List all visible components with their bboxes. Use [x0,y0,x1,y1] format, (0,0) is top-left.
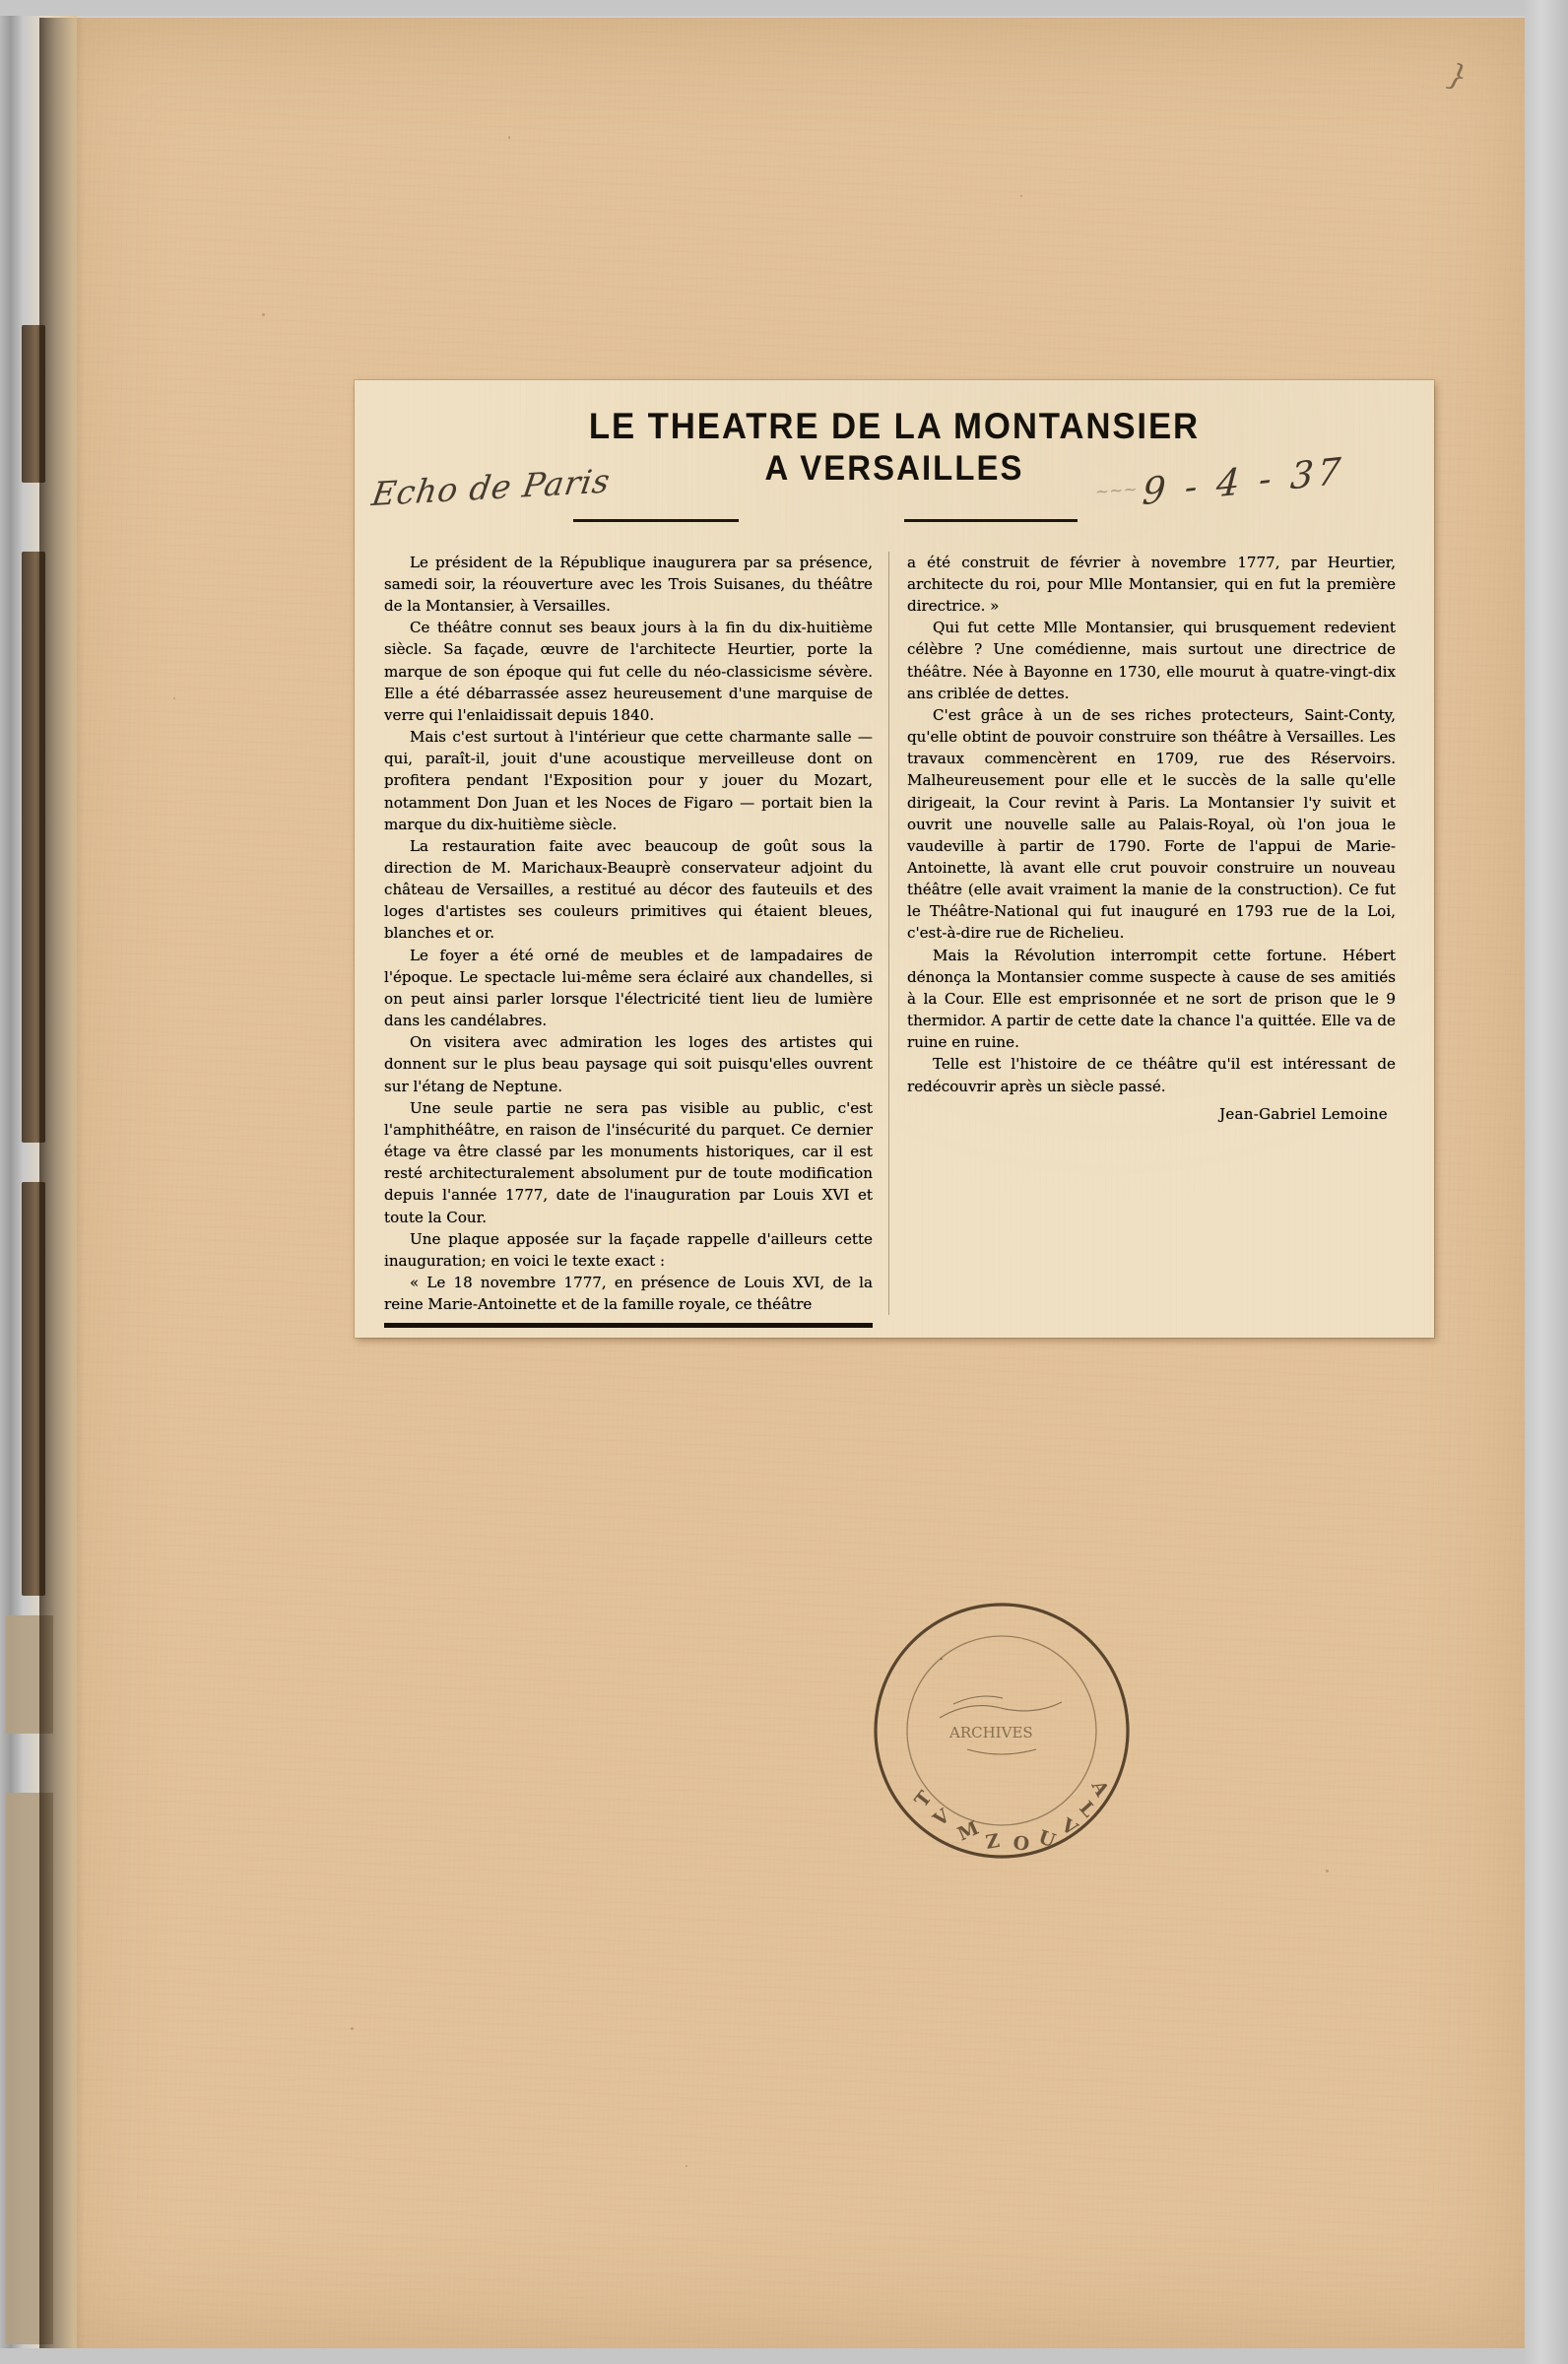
paper-speck [508,136,510,139]
paper-speck [1020,195,1022,197]
scan-edge-right [1525,0,1568,2364]
handwritten-source-annotation: Echo de Paris [368,461,614,514]
handwritten-date-annotation: 9 - 4 - 37 [1141,449,1346,514]
article-column-left [384,552,889,1315]
paragraph: « Le 18 novembre 1777, en présence de Louis XVI, de la reine Marie-Antoinette et de la famille royale, ce théâtre [384,1273,873,1314]
svg-text:T: T [910,1787,937,1812]
paper-speck [262,313,265,316]
paper-speck [1326,1870,1329,1872]
article-columns [355,542,1434,1315]
svg-text:V: V [1057,1813,1081,1841]
paragraph: Le président de la République inaugurera par sa présence, samedi soir, la réouverture avec les Trois Suisanes, du théâtre de la Montansier, à Versailles. [384,553,873,616]
paragraph: Une seule partie ne sera pas visible au public, c'est l'amphithéâtre, en raison de l'insécurité du parquet. Ce dernier étage va être classé par les monuments historiques, car il est resté architecturalement absolument pur de toute modification depuis l'année 1777, date de l'inauguration par Louis XVI et toute la Cour. [384,1098,873,1226]
paragraph: Telle est l'histoire de ce théâtre qu'il est intéressant de redécouvrir après un siècle passé. [907,1055,1396,1095]
svg-text:M: M [954,1816,983,1846]
paragraph: Qui fut cette Mlle Montansier, qui brusquement redevient célèbre ? Une comédienne, mais surtout une directrice de théâtre. Née à Bayonne en 1730, elle mourut à quatre-vingt-dix ans criblée de dettes. [907,619,1396,702]
leaf-pencil-mark: } [1444,57,1471,96]
headline-zone [355,380,1434,542]
svg-text:U: U [1035,1826,1059,1853]
headline-rule-left [573,519,739,522]
paragraph: Mais c'est surtout à l'intérieur que cette charmante salle — qui, paraît-il, jouit d'une acoustique merveilleuse dont on profitera pendant l'Exposition pour y jouer du Mozart, notamment Don Juan et les Noces de Figaro — portait bien la marque du dix-huitième siècle. [384,728,873,833]
article-column-right [889,552,1396,1315]
paragraph: Mais la Révolution interrompit cette fortune. Hébert dénonça la Montansier comme suspecte à cause de ses amitiés à la Cour. Elle est emprisonnée et ne sort de prison que le 9 thermidor. A partir de cette date la chance l'a quittée. Elle va de ruine en ruine. [907,946,1396,1052]
scan-edge-top [0,0,1568,16]
handwritten-pencil-trace: ~~~ [1094,480,1139,502]
paper-speck [351,2027,354,2030]
paper-speck [173,697,175,699]
paragraph: a été construit de février à novembre 1777, par Heurtier, architecte du roi, pour Mlle Montansier, qui en fut la première directrice. » [907,553,1396,616]
scan-edge-bottom [0,2348,1568,2364]
svg-text:ARCHIVES: ARCHIVES [949,1724,1033,1741]
headline-line-1: LE THEATRE DE LA MONTANSIER [588,406,1201,446]
svg-text:A: A [1086,1777,1113,1801]
paragraph: On visitera avec admiration les loges des artistes qui donnent sur le plus beau paysage qui soit puisqu'elles ouvrent sur l'étang de Neptune. [384,1033,873,1095]
svg-text:V: V [929,1805,954,1831]
headline-line-2: A VERSAILLES [764,449,1024,489]
article-byline: Jean-Gabriel Lemoine [1219,1104,1388,1123]
svg-text:O: O [1012,1832,1031,1856]
gutter-shadow [39,18,85,2348]
paragraph: La restauration faite avec beaucoup de goût sous la direction de M. Marichaux-Beauprè conservateur adjoint du château de Versailles, a restitué au décor des fauteuils et des loges d'artistes ses couleurs primitives qui étaient bleues, blanches et or. [384,836,873,943]
paper-speck [686,2165,687,2167]
svg-text:Z: Z [984,1829,1002,1854]
paragraph: C'est grâce à un de ses riches protecteurs, Saint-Conty, qu'elle obtint de pouvoir construire son théâtre à Versailles. Les travaux commencèrent en 1709, rue des Réservoirs. Malheureusement pour elle et le succès de la salle qu'elle dirigeait, la Cour revint à Paris. La Montansier l'y suivit et ouvrit une nouvelle salle au Palais-Royal, où l'on joua le vaudeville à partir de 1790. Forte de l'appui de Marie-Antoinette, là avant elle crut pouvoir construire un nouveau théâtre (elle avait vraiment la manie de la construction). Ce fut le Théâtre-National qui fut inauguré en 1793 rue de la Loi, c'est-à-dire rue de Richelieu. [907,705,1396,943]
svg-text:·: · [935,1650,948,1669]
paragraph: Le foyer a été orné de meubles et de lampadaires de l'époque. Le spectacle lui-même sera éclairé aux chandelles, si on peut ainsi parler lorsque l'électricité tient lieu de lumière dans les candélabres. [384,946,873,1030]
paragraph: Ce théâtre connut ses beaux jours à la fin du dix-huitième siècle. Sa façade, œuvre de l'architecte Heurtier, porte la marque de son époque qui fut celle du néo-classicisme sévère. Elle a été débarrassée assez heureusement d'une marquise de verre qui l'enlaidissait depuis 1840. [384,619,873,724]
headline-rule-right [904,519,1078,522]
paragraph: Une plaque apposée sur la façade rappelle d'ailleurs cette inauguration; en voici le texte exact : [384,1229,873,1270]
svg-text:L: L [1075,1797,1100,1822]
press-clipping [355,380,1434,1338]
